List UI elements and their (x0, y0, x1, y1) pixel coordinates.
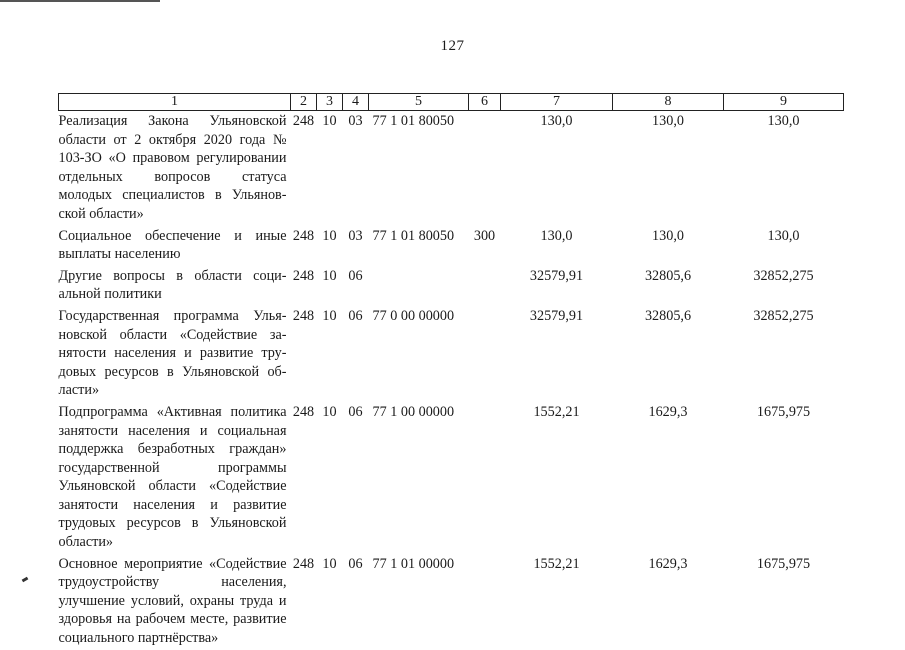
row-name: Реализация Закона Ульяновской области от 2 октября 2020 года № 103-ЗО «О правовом регулировании отдельных вопросов статуса молодых специалистов в Ульяновской области» (58, 113, 287, 222)
row-ministry-code: 248 (292, 555, 315, 572)
table-row (59, 402, 844, 554)
row-name: Другие вопросы в области социальной политики (58, 267, 287, 303)
header-cell-3: 3 (317, 94, 343, 111)
row-target-article: 77 0 00 00000 (372, 307, 455, 324)
row-section-code: 10 (322, 267, 337, 284)
row-ministry-code: 248 (292, 267, 315, 284)
table-row (59, 554, 844, 650)
row-expense-type (469, 266, 501, 306)
row-amount-col7: 130,0 (540, 113, 573, 129)
row-amount-col8: 130,0 (652, 113, 684, 129)
row-section-code: 10 (322, 307, 337, 324)
row-amount-col7: 32579,91 (529, 307, 584, 324)
budget-table (58, 93, 844, 650)
row-amount-col8: 1629,3 (648, 555, 688, 572)
header-cell-5: 5 (369, 94, 469, 111)
row-name: Государственная программа Ульяновской области «Содействие занятости населения и развитие трудовых ресурсов в Ульяновской области» (58, 307, 287, 399)
row-expense-type (469, 554, 501, 650)
row-section-code: 10 (322, 113, 337, 129)
row-amount-col8: 1629,3 (648, 403, 688, 420)
row-target-article: 77 1 00 00000 (372, 403, 455, 420)
table-row (59, 266, 844, 306)
row-amount-col9: 130,0 (767, 113, 800, 129)
row-amount-col9: 1675,975 (756, 555, 811, 572)
row-amount-col9: 130,0 (767, 227, 800, 244)
row-name: Основное мероприятие «Содействие трудоустройству населения, улучшение условий, охраны труда и здоровья на рабочем месте, развитие социального партнёрства» (58, 555, 287, 647)
page-number: 127 (440, 38, 465, 54)
row-subsection-code: 03 (348, 227, 363, 244)
row-target-article: 77 1 01 00000 (372, 555, 455, 572)
row-amount-col9: 32852,275 (753, 307, 814, 324)
row-ministry-code: 248 (292, 227, 315, 244)
row-expense-type (469, 111, 501, 226)
header-cell-2: 2 (291, 94, 317, 111)
header-cell-6: 6 (469, 94, 501, 111)
header-cell-1: 1 (59, 94, 291, 111)
row-amount-col8: 130,0 (652, 227, 684, 244)
header-cell-4: 4 (343, 94, 369, 111)
row-amount-col7: 1552,21 (533, 555, 580, 572)
row-expense-type: 300 (473, 227, 496, 244)
row-expense-type (469, 306, 501, 402)
header-cell-7: 7 (501, 94, 613, 111)
header-cell-8: 8 (613, 94, 724, 111)
row-amount-col9: 1675,975 (756, 403, 811, 420)
scan-mark (22, 577, 29, 583)
row-amount-col7: 1552,21 (533, 403, 580, 420)
table-row (59, 111, 844, 226)
row-ministry-code: 248 (292, 307, 315, 324)
row-amount-col8: 32805,6 (644, 267, 692, 284)
row-section-code: 10 (322, 227, 337, 244)
row-name: Социальное обеспечение и иные выплаты населению (58, 227, 287, 263)
table-row (59, 226, 844, 266)
row-amount-col8: 32805,6 (644, 307, 692, 324)
row-expense-type (469, 402, 501, 554)
row-ministry-code: 248 (292, 113, 315, 129)
scan-edge-line (0, 0, 160, 2)
table-row (59, 306, 844, 402)
row-section-code: 10 (322, 555, 337, 572)
row-target-article: 77 1 01 80050 (372, 113, 455, 129)
table-header-row (59, 94, 844, 111)
row-amount-col7: 130,0 (540, 227, 573, 244)
row-subsection-code: 06 (348, 267, 363, 284)
row-name: Подпрограмма «Активная политика занятости населения и социальная поддержка безработных граждан» государственной программы Ульяновской области «Содействие занятости населения и развитие трудовых ресурсов в Ульяновской области» (58, 403, 287, 551)
row-subsection-code: 06 (348, 555, 363, 572)
header-cell-9: 9 (724, 94, 844, 111)
row-ministry-code: 248 (292, 403, 315, 420)
row-amount-col7: 32579,91 (529, 267, 584, 284)
row-amount-col9: 32852,275 (753, 267, 814, 284)
row-target-article (369, 266, 469, 306)
row-subsection-code: 03 (348, 113, 363, 129)
row-subsection-code: 06 (348, 403, 363, 420)
row-subsection-code: 06 (348, 307, 363, 324)
row-section-code: 10 (322, 403, 337, 420)
row-target-article: 77 1 01 80050 (372, 227, 455, 244)
